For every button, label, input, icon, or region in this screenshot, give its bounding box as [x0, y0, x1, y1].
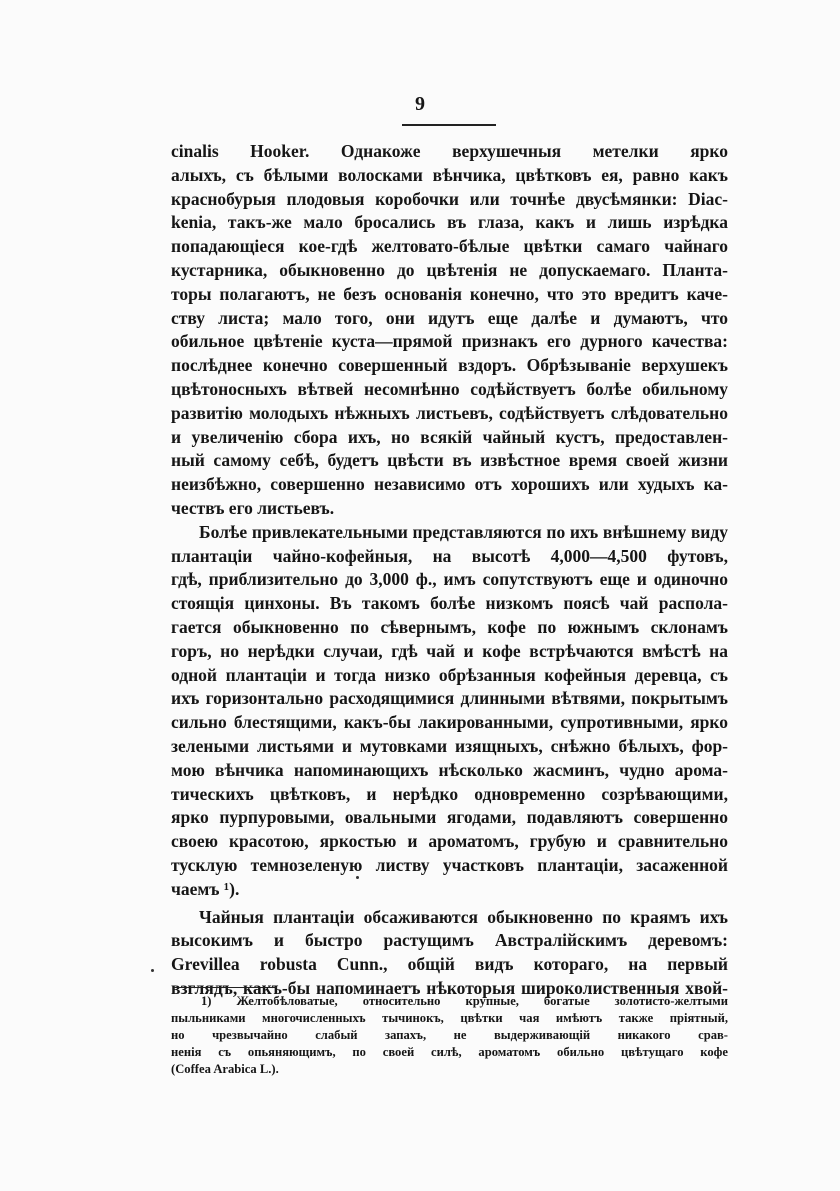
main-text — [171, 140, 728, 1001]
text-line: Grevillea robusta Cunn., общій видъ котораго, на первый — [171, 954, 728, 975]
text-line: плантаціи чайно-кофейныя, на высотѣ 4,000—4,500 футовъ, — [171, 545, 728, 566]
text-line: тическихъ цвѣтковъ, и нерѣдко одновременно созрѣвающими, — [171, 783, 728, 804]
text-line: своею красотою, яркостью и ароматомъ, грубую и сравнительно — [171, 831, 728, 852]
text-line: ный самому себѣ, будетъ цвѣсти въ извѣстное время своей жизни — [171, 450, 728, 471]
text-line: Болѣе привлекательными представляются по ихъ внѣшнему виду — [199, 521, 728, 542]
text-line: и увеличенію сбора ихъ, но всякій чайный кустъ, предоставлен- — [171, 426, 728, 447]
text-line: мою вѣнчика напоминающихъ нѣсколько жасминъ, чудно арома- — [171, 759, 728, 780]
print-speck — [151, 969, 154, 972]
text-line: сильно блестящими, какъ-бы лакированными, супротивными, ярко — [171, 712, 728, 733]
text-line: чествъ его листьевъ. — [171, 497, 335, 518]
text-line: торы полагаютъ, не безъ основанія конечно, что это вредитъ каче- — [171, 283, 728, 304]
text-line: обильное цвѣтеніе куста—прямой признакъ его дурного качества: — [171, 331, 728, 352]
footnote-line: но чрезвычайно слабый запахъ, не выдерживающій никакого срав- — [171, 1028, 728, 1042]
text-line: Чайныя плантаціи обсаживаются обыкновенно по краямъ ихъ — [199, 906, 728, 927]
paragraph-2 — [171, 521, 728, 902]
footnotes — [171, 993, 728, 1078]
text-line: горъ, но нерѣдки случаи, гдѣ чай и кофе встрѣчаются вмѣстѣ на — [171, 640, 728, 661]
text-line: зелеными листьями и мутовками изящныхъ, снѣжно бѣлыхъ, фор- — [171, 735, 728, 756]
text-line: послѣднее конечно совершенный вздоръ. Обрѣзываніе верхушекъ — [171, 355, 728, 376]
text-line: кустарника, обыкновенно до цвѣтенія не допускаемаго. Планта- — [171, 259, 728, 280]
text-line: попадающіеся кое-гдѣ желтовато-бѣлые цвѣтки самаго чайнаго — [171, 236, 728, 257]
text-line: взглядъ, какъ-бы напоминаетъ нѣкоторыя широколиственныя хвой- — [171, 977, 728, 998]
text-line: стоящія цинхоны. Въ такомъ болѣе низкомъ поясѣ чай распола- — [171, 593, 728, 614]
text-line: cinalis Hooker. Однакожe верхушечныя метелки ярко — [171, 141, 728, 161]
text-line: высокимъ и быстро растущимъ Австралійскимъ деревомъ: — [171, 930, 728, 951]
page-number: 9 — [415, 93, 425, 115]
text-line: гдѣ, приблизительно до 3,000 ф., имъ сопутствуютъ еще и одиночно — [171, 569, 728, 590]
text-line: развитію молодыхъ нѣжныхъ листьевъ, содѣйствуетъ слѣдовательно — [171, 402, 728, 423]
text-line: kenia, такъ-же мало бросались въ глаза, какъ и лишь изрѣдка — [171, 212, 728, 233]
text-line: краснобурыя плодовыя коробочки или точнѣе двусѣмянки: Diac- — [171, 188, 728, 209]
text-line: чаемъ ¹). — [171, 878, 240, 899]
text-line: ству листа; мало того, они идутъ еще далѣе и думаютъ, что — [171, 307, 728, 328]
paragraph-1 — [171, 140, 728, 521]
text-line: ихъ горизонтально расходящимися длинными вѣтвями, покрытымъ — [171, 688, 728, 709]
footnote-rule — [174, 987, 277, 988]
text-line: алыхъ, съ бѣлыми волосками вѣнчика, цвѣтковъ ея, равно какъ — [171, 164, 728, 185]
footnote-line: пыльниками многочисленныхъ тычинокъ, цвѣтки чая имѣютъ также пріятный, — [171, 1011, 728, 1025]
footnote-line: (Coffea Arabica L.). — [171, 1062, 279, 1076]
text-line: одной плантаціи и тогда низко обрѣзанныя кофейныя деревца, съ — [171, 664, 728, 685]
footnote-line: 1) Желтобѣловатые, относительно крупные, богатые золотисто-желтыми — [201, 994, 728, 1008]
text-line: тусклую темнозеленую листву участковъ плантаціи, засаженной — [171, 854, 728, 875]
text-line: ярко пурпуровыми, овальными ягодами, подавляютъ совершенно — [171, 807, 728, 828]
footnote-line: ненія съ опьяняющимъ, по своей силѣ, ароматомъ обильно цвѣтущаго кофе — [171, 1045, 728, 1059]
text-line: гается обыкновенно по сѣвернымъ, кофе по южнымъ склонамъ — [171, 616, 728, 637]
header-rule — [402, 124, 496, 126]
print-speck — [356, 876, 359, 879]
text-line: цвѣтоносныхъ вѣтвей несомнѣнно содѣйствуетъ болѣе обильному — [171, 378, 728, 399]
text-line: неизбѣжно, совершенно независимо отъ хорошихъ или худыхъ ка- — [171, 474, 728, 495]
